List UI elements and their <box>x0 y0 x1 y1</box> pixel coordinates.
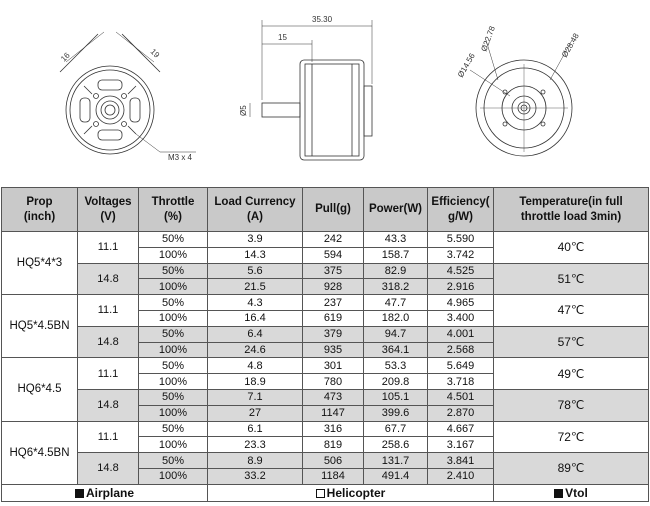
table-row <box>2 389 649 405</box>
efficiency-cell: 5.590 <box>428 232 494 248</box>
power-cell: 491.4 <box>364 468 428 484</box>
voltage-cell: 14.8 <box>78 389 139 421</box>
front-dim-a: 16 <box>59 50 72 64</box>
efficiency-cell: 4.667 <box>428 421 494 437</box>
temperature-cell: 78℃ <box>494 389 649 421</box>
throttle-cell: 50% <box>139 358 208 374</box>
efficiency-cell: 3.718 <box>428 374 494 390</box>
table-row <box>2 453 649 469</box>
throttle-cell: 100% <box>139 279 208 295</box>
front-view-drawing <box>60 32 196 154</box>
pull-cell: 301 <box>303 358 364 374</box>
table-body <box>2 232 649 485</box>
throttle-cell: 50% <box>139 453 208 469</box>
throttle-cell: 50% <box>139 389 208 405</box>
side-base-length: 15 <box>278 33 287 42</box>
header-voltages: Voltages (V) <box>78 188 139 232</box>
prop-cell: HQ5*4*3 <box>2 232 78 295</box>
power-cell: 364.1 <box>364 342 428 358</box>
side-view-drawing <box>250 20 372 160</box>
pull-cell: 780 <box>303 374 364 390</box>
power-cell: 105.1 <box>364 389 428 405</box>
voltage-cell: 11.1 <box>78 232 139 264</box>
throttle-cell: 100% <box>139 405 208 421</box>
pull-cell: 473 <box>303 389 364 405</box>
table-header-row <box>2 188 649 232</box>
table-row <box>2 263 649 279</box>
power-cell: 131.7 <box>364 453 428 469</box>
throttle-cell: 50% <box>139 326 208 342</box>
current-cell: 21.5 <box>208 279 303 295</box>
pull-cell: 819 <box>303 437 364 453</box>
power-cell: 47.7 <box>364 295 428 311</box>
front-dim-b: 19 <box>148 47 162 60</box>
pull-cell: 1147 <box>303 405 364 421</box>
header-efficiency: Efficiency( g/W) <box>428 188 494 232</box>
efficiency-cell: 3.400 <box>428 310 494 326</box>
legend-airplane: Airplane <box>2 484 208 501</box>
table-row <box>2 358 649 374</box>
pull-cell: 619 <box>303 310 364 326</box>
pull-cell: 316 <box>303 421 364 437</box>
current-cell: 18.9 <box>208 374 303 390</box>
power-cell: 209.8 <box>364 374 428 390</box>
temperature-cell: 57℃ <box>494 326 649 358</box>
throttle-cell: 50% <box>139 421 208 437</box>
prop-cell: HQ6*4.5BN <box>2 421 78 484</box>
empty-square-icon <box>316 489 325 498</box>
legend-helicopter: Helicopter <box>208 484 494 501</box>
throttle-cell: 50% <box>139 295 208 311</box>
front-screw-note: M3 x 4 <box>168 153 193 162</box>
header-throttle: Throttle (%) <box>139 188 208 232</box>
pull-cell: 594 <box>303 247 364 263</box>
power-cell: 258.6 <box>364 437 428 453</box>
temperature-cell: 51℃ <box>494 263 649 295</box>
voltage-cell: 14.8 <box>78 263 139 295</box>
table-row <box>2 421 649 437</box>
current-cell: 27 <box>208 405 303 421</box>
pull-cell: 928 <box>303 279 364 295</box>
power-cell: 53.3 <box>364 358 428 374</box>
current-cell: 24.6 <box>208 342 303 358</box>
power-cell: 399.6 <box>364 405 428 421</box>
power-cell: 67.7 <box>364 421 428 437</box>
power-cell: 158.7 <box>364 247 428 263</box>
voltage-cell: 14.8 <box>78 453 139 485</box>
prop-cell: HQ6*4.5 <box>2 358 78 421</box>
filled-square-icon <box>75 489 84 498</box>
motor-drawings <box>0 0 650 186</box>
throttle-cell: 100% <box>139 310 208 326</box>
power-cell: 182.0 <box>364 310 428 326</box>
power-cell: 94.7 <box>364 326 428 342</box>
current-cell: 6.4 <box>208 326 303 342</box>
current-cell: 6.1 <box>208 421 303 437</box>
efficiency-cell: 2.916 <box>428 279 494 295</box>
pull-cell: 506 <box>303 453 364 469</box>
current-cell: 4.3 <box>208 295 303 311</box>
throttle-cell: 50% <box>139 232 208 248</box>
efficiency-cell: 2.870 <box>428 405 494 421</box>
table-row <box>2 326 649 342</box>
rear-dia-outer: Ø28.48 <box>559 31 581 59</box>
efficiency-cell: 4.525 <box>428 263 494 279</box>
power-cell: 318.2 <box>364 279 428 295</box>
filled-square-icon <box>554 489 563 498</box>
voltage-cell: 14.8 <box>78 326 139 358</box>
efficiency-cell: 2.410 <box>428 468 494 484</box>
current-cell: 5.6 <box>208 263 303 279</box>
current-cell: 23.3 <box>208 437 303 453</box>
pull-cell: 935 <box>303 342 364 358</box>
current-cell: 33.2 <box>208 468 303 484</box>
current-cell: 3.9 <box>208 232 303 248</box>
voltage-cell: 11.1 <box>78 421 139 453</box>
rear-view-drawing <box>470 40 572 156</box>
efficiency-cell: 4.965 <box>428 295 494 311</box>
throttle-cell: 100% <box>139 342 208 358</box>
temperature-cell: 40℃ <box>494 232 649 264</box>
throttle-cell: 50% <box>139 263 208 279</box>
header-temperature: Temperature(in full throttle load 3min) <box>494 188 649 232</box>
current-cell: 4.8 <box>208 358 303 374</box>
legend-row <box>2 484 649 501</box>
efficiency-cell: 4.001 <box>428 326 494 342</box>
efficiency-cell: 3.167 <box>428 437 494 453</box>
efficiency-cell: 3.742 <box>428 247 494 263</box>
throttle-cell: 100% <box>139 437 208 453</box>
table-row <box>2 295 649 311</box>
table-row <box>2 232 649 248</box>
efficiency-cell: 2.568 <box>428 342 494 358</box>
side-total-length: 35.30 <box>312 15 333 24</box>
pull-cell: 379 <box>303 326 364 342</box>
temperature-cell: 49℃ <box>494 358 649 390</box>
rear-dia-inner: Ø22.78 <box>479 24 497 53</box>
efficiency-cell: 5.649 <box>428 358 494 374</box>
current-cell: 14.3 <box>208 247 303 263</box>
header-power: Power(W) <box>364 188 428 232</box>
pull-cell: 242 <box>303 232 364 248</box>
throttle-cell: 100% <box>139 247 208 263</box>
current-cell: 7.1 <box>208 389 303 405</box>
temperature-cell: 89℃ <box>494 453 649 485</box>
header-pull: Pull(g) <box>303 188 364 232</box>
current-cell: 8.9 <box>208 453 303 469</box>
voltage-cell: 11.1 <box>78 358 139 390</box>
temperature-cell: 47℃ <box>494 295 649 327</box>
throttle-cell: 100% <box>139 374 208 390</box>
rear-dia-small: Ø14.56 <box>455 51 477 79</box>
efficiency-cell: 3.841 <box>428 453 494 469</box>
temperature-cell: 72℃ <box>494 421 649 453</box>
pull-cell: 1184 <box>303 468 364 484</box>
throttle-cell: 100% <box>139 468 208 484</box>
side-shaft-diameter: Ø5 <box>239 105 248 116</box>
performance-table <box>1 187 649 502</box>
current-cell: 16.4 <box>208 310 303 326</box>
legend-vtol: Vtol <box>494 484 649 501</box>
pull-cell: 237 <box>303 295 364 311</box>
efficiency-cell: 4.501 <box>428 389 494 405</box>
voltage-cell: 11.1 <box>78 295 139 327</box>
power-cell: 43.3 <box>364 232 428 248</box>
prop-cell: HQ5*4.5BN <box>2 295 78 358</box>
header-prop: Prop (inch) <box>2 188 78 232</box>
pull-cell: 375 <box>303 263 364 279</box>
power-cell: 82.9 <box>364 263 428 279</box>
header-load-current: Load Currency (A) <box>208 188 303 232</box>
